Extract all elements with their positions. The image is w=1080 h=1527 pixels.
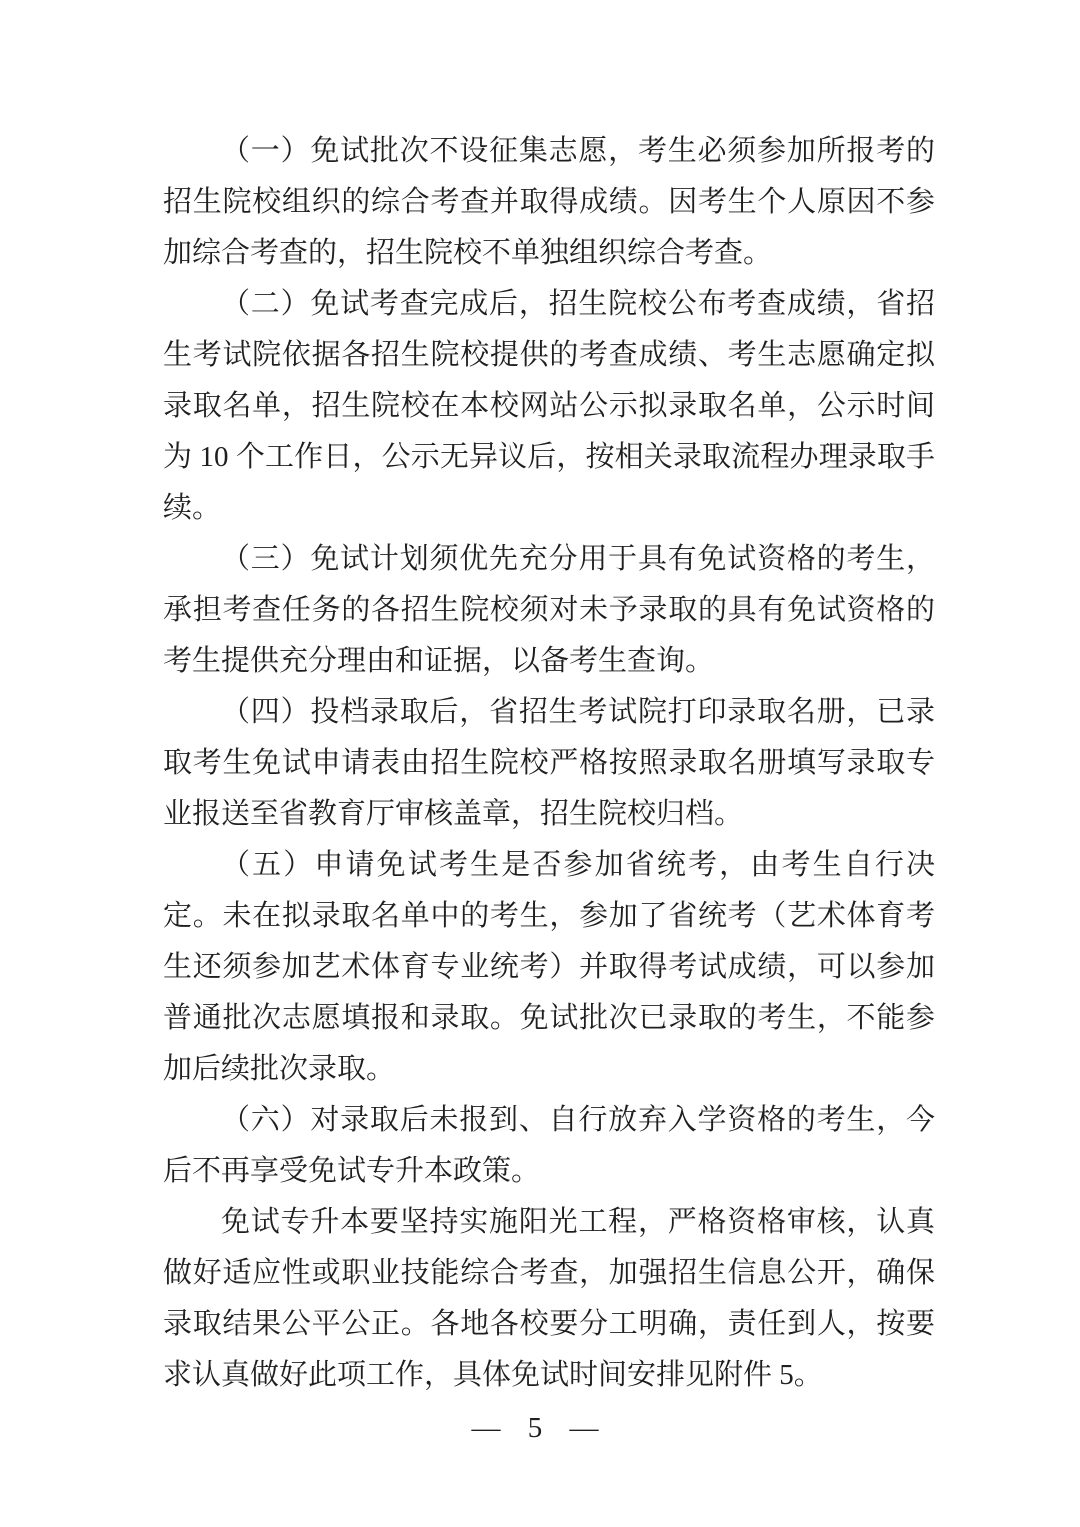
paragraph-2: （二）免试考查完成后，招生院校公布考查成绩，省招生考试院依据各招生院校提供的考查成绩、考生志愿确定拟录取名单，招生院校在本校网站公示拟录取名单，公示时间为 10 个工作日，公示无异议后，按相关录取流程办理录取手续。: [163, 288, 935, 524]
page-footer: [0, 1408, 1080, 1448]
paragraph-1: （一）免试批次不设征集志愿，考生必须参加所报考的招生院校组织的综合考查并取得成绩。因考生个人原因不参加综合考查的，招生院校不单独组织综合考查。: [163, 135, 935, 269]
document-body: [163, 126, 935, 1401]
paragraph-4: （四）投档录取后，省招生考试院打印录取名册，已录取考生免试申请表由招生院校严格按照录取名册填写录取专业报送至省教育厅审核盖章，招生院校归档。: [163, 696, 935, 830]
paragraph-3: （三）免试计划须优先充分用于具有免试资格的考生，承担考查任务的各招生院校须对未予录取的具有免试资格的考生提供充分理由和证据，以备考生查询。: [163, 543, 935, 677]
paragraph-5: （五）申请免试考生是否参加省统考，由考生自行决定。未在拟录取名单中的考生，参加了省统考（艺术体育考生还须参加艺术体育专业统考）并取得考试成绩，可以参加普通批次志愿填报和录取。免试批次已录取的考生，不能参加后续批次录取。: [163, 849, 935, 1085]
page-number: — 5 —: [471, 1412, 609, 1444]
paragraph-6: （六）对录取后未报到、自行放弃入学资格的考生，今后不再享受免试专升本政策。: [163, 1104, 935, 1187]
paragraph-7: 免试专升本要坚持实施阳光工程，严格资格审核，认真做好适应性或职业技能综合考查，加强招生信息公开，确保录取结果公平公正。各地各校要分工明确，责任到人，按要求认真做好此项工作，具体免试时间安排见附件 5。: [163, 1206, 935, 1391]
